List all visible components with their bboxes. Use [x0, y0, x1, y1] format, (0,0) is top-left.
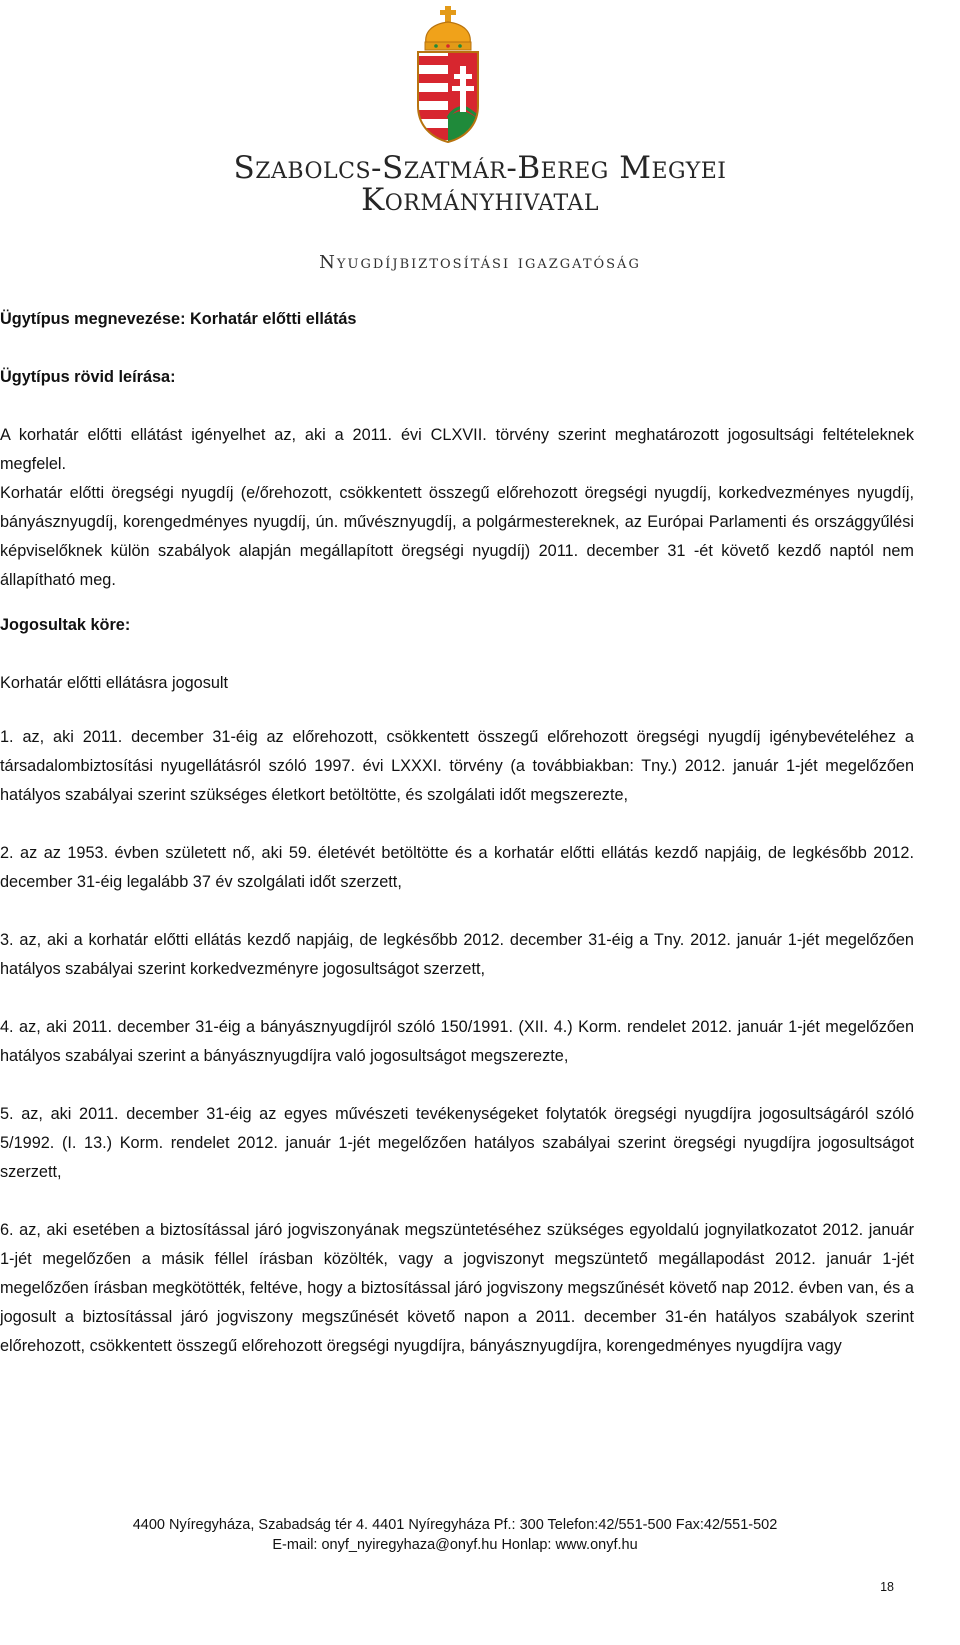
document-body [0, 305, 914, 1361]
spacer [0, 984, 914, 1013]
page-footer [0, 1515, 910, 1555]
hungarian-coat-of-arms-icon [416, 6, 480, 144]
spacer [0, 810, 914, 839]
department-name: Nyugdíjbiztosítási igazgatóság [319, 252, 641, 273]
intro-paragraph-1: A korhatár előtti ellátást igényelhet az, aki a 2011. évi CLXVII. törvény szerint meghatározott jogosultsági feltételeknek megfelel. [0, 426, 914, 473]
case-type-heading: Ügytípus megnevezése: Korhatár előtti ellátás [0, 310, 357, 328]
agency-name-line-1: Szabolcs-Szatmár-Bereg Megyei [233, 150, 727, 186]
intro-paragraph-2: Korhatár előtti öregségi nyugdíj (e/őrehozott, csökkentett összegű előrehozott öregségi nyugdíj, korkedvezményes nyugdíj, bányásznyugdíj, korengedményes nyugdíj, ún. művésznyugdíj, a polgármestereknek, az Európai Parlamenti és országgyűlési képviselőknek külön szabályok alapján megállapított öregségi nyugdíj) 2011. december 31 -ét követő kezdő naptól nem állapítható meg. [0, 484, 914, 589]
spacer [0, 595, 914, 611]
letterhead [0, 0, 960, 290]
eligible-heading: Jogosultak köre: [0, 616, 131, 634]
spacer [0, 1187, 914, 1216]
footer-address: 4400 Nyíregyháza, Szabadság tér 4. 4401 Nyíregyháza Pf.: 300 Telefon:42/551-500 Fax:42/551-502 [132, 1517, 778, 1533]
holy-crown-icon [425, 6, 471, 50]
eligible-item-4: 4. az, aki 2011. december 31-éig a bányásznyugdíjról szóló 150/1991. (XII. 4.) Korm. rendelet 2012. január 1-jét megelőzően hatályos szabályai szerint a bányásznyugdíjra való jogosultságot megszerezte, [0, 1018, 914, 1065]
eligible-item-1: 1. az, aki 2011. december 31-éig az előrehozott, csökkentett összegű előrehozott öregségi nyugdíj igénybevételéhez a társadalombiztosítási nyugellátásról szóló 1997. évi LXXXI. törvény (a továbbiakban: Tny.) 2012. január 1-jét megelőzően hatályos szabályai szerint szükséges életkort betöltötte, és szolgálati időt megszerezte, [0, 728, 914, 804]
spacer [0, 1071, 914, 1100]
footer-contact: E-mail: onyf_nyiregyhaza@onyf.hu Honlap: www.onyf.hu [272, 1537, 638, 1553]
agency-name-line-2: Kormányhivatal [361, 182, 599, 218]
spacer [0, 392, 914, 421]
spacer [0, 334, 914, 363]
eligible-subtitle: Korhatár előtti ellátásra jogosult [0, 674, 229, 692]
spacer [0, 640, 914, 669]
short-description-heading: Ügytípus rövid leírása: [0, 368, 176, 386]
page-number: 18 [880, 1580, 894, 1594]
eligible-item-6: 6. az, aki esetében a biztosítással járó jogviszonyának megszüntetéséhez szükséges egyoldalú jognyilatkozatot 2012. január 1-jét megelőzően a másik féllel írásban közölték, vagy a jogviszonyt megszüntető megállapodást 2012. január 1-jét megelőzően írásban megkötötték, feltéve, hogy a biztosítással járó jogviszony megszűnését követő nap 2012. évben van, és a jogosult a biztosítással járó jogviszony megszűnését követő napon a 2011. december 31-én hatályos szabályok szerint előrehozott, csökkentett összegű előrehozott öregségi nyugdíjra, bányásznyugdíjra, korengedményes nyugdíjra vagy [0, 1221, 914, 1355]
eligible-item-2: 2. az az 1953. évben született nő, aki 59. életévét betöltötte és a korhatár előtti ellátás kezdő napjáig, de legkésőbb 2012. december 31-éig legalább 37 év szolgálati időt szerzett, [0, 844, 914, 891]
spacer [0, 698, 914, 723]
eligible-item-3: 3. az, aki a korhatár előtti ellátás kezdő napjáig, de legkésőbb 2012. december 31-éig a Tny. 2012. január 1-jét megelőzően hatályos szabályai szerint korkedvezményre jogosultságot szerzett, [0, 931, 914, 978]
spacer [0, 897, 914, 926]
eligible-item-5: 5. az, aki 2011. december 31-éig az egyes művészeti tevékenységeket folytatók öregségi nyugdíjra jogosultságáról szóló 5/1992. (I. 13.) Korm. rendelet 2012. január 1-jét megelőzően hatályos szabályai szerint öregségi nyugdíjra jogosultságot szerzett, [0, 1105, 914, 1181]
